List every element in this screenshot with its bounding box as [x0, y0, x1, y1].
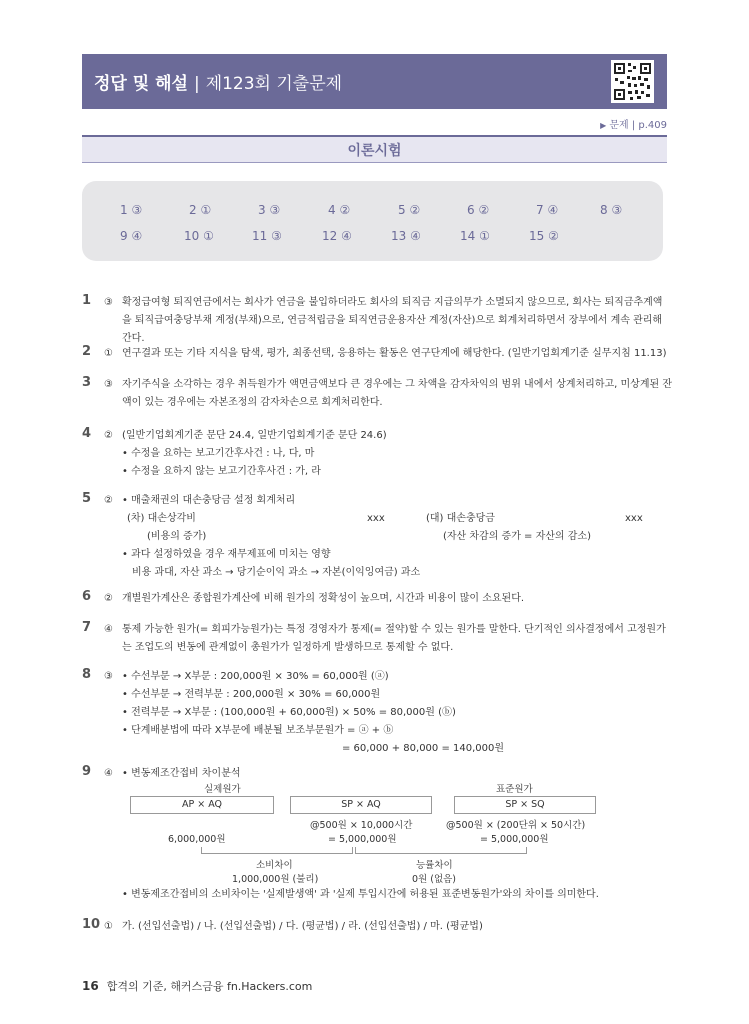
journal-entry: [122, 510, 672, 528]
answer-item: 4 ②: [328, 203, 351, 217]
answer-item: 14 ①: [460, 229, 490, 243]
question-2: [82, 345, 672, 363]
question-number: 6: [82, 589, 92, 604]
sp-aq-value: = 5,000,000원: [328, 834, 397, 845]
explanation-line: • 전력부문 → X부문 : (100,000원 + 60,000원) × 50% = 80,000원 (ⓑ): [122, 707, 456, 718]
question-number: 5: [82, 491, 92, 506]
variance-diagram: [82, 765, 672, 915]
sp-aq-formula: @500원 × 10,000시간: [310, 820, 413, 831]
question-10: [82, 918, 672, 936]
actual-cost-value: 6,000,000원: [168, 834, 226, 845]
explanation-line: • 수정을 요하지 않는 보고기간후사건 : 가, 라: [122, 466, 321, 477]
explanation-line: • 단계배분법에 따라 X부문에 배분될 보조부문원가 = ⓐ + ⓑ: [122, 725, 394, 736]
question-number: 3: [82, 375, 92, 390]
answer-item: 12 ④: [322, 229, 352, 243]
efficiency-variance-bracket: [355, 847, 527, 854]
formula-box-sp-sq: SP × SQ: [454, 796, 596, 814]
explanation-line: • 수정을 요하는 보고기간후사건 : 나, 다, 마: [122, 448, 315, 459]
sp-sq-formula: @500원 × (200단위 × 50시간): [446, 820, 586, 831]
efficiency-variance-value: 0원 (없음): [412, 874, 457, 885]
section-header: [82, 135, 667, 163]
page-reference[interactable]: [600, 116, 667, 131]
question-answer: ③: [104, 379, 113, 390]
debit-label: (차) 대손상각비: [127, 513, 196, 524]
explanation-line: 비용 과대, 자산 과소 → 당기순이익 과소 → 자본(이익잉여금) 과소: [132, 567, 421, 578]
diagram-note: • 변동제조간접비의 소비차이는 '실제발생액' 과 '실제 투입시간에 허용된 표준변동원가'와의 차이를 의미한다.: [122, 889, 599, 900]
question-answer: ②: [104, 495, 113, 506]
answer-item: 6 ②: [467, 203, 490, 217]
question-number: 2: [82, 344, 92, 359]
header-bar: [82, 54, 667, 109]
header-title: [94, 69, 342, 94]
answer-item: 15 ②: [529, 229, 559, 243]
question-4: [82, 427, 672, 481]
play-arrow-icon: ▶: [600, 121, 607, 130]
answer-item: 8 ③: [600, 203, 623, 217]
answer-key: [82, 181, 663, 261]
question-answer: ④: [104, 624, 113, 635]
sp-sq-value: = 5,000,000원: [480, 834, 549, 845]
question-5: [82, 492, 672, 582]
question-answer: ②: [104, 593, 113, 604]
journal-notes: [122, 528, 672, 546]
question-3: [82, 376, 672, 412]
question-answer: ③: [104, 297, 113, 308]
question-8: [82, 668, 672, 758]
question-number: 1: [82, 293, 92, 308]
header-title-sub: 제123회 기출문제: [205, 74, 343, 94]
answer-item: 5 ②: [398, 203, 421, 217]
answer-item: 13 ④: [391, 229, 421, 243]
answer-item: 11 ③: [252, 229, 282, 243]
answer-item: 3 ③: [258, 203, 281, 217]
question-answer: ③: [104, 671, 113, 682]
efficiency-variance-label: 능률차이: [416, 860, 453, 871]
question-number: 4: [82, 426, 92, 441]
standard-cost-label: 표준원가: [496, 784, 533, 795]
question-explanation: 확정급여형 퇴직연금에서는 회사가 연금을 불입하더라도 회사의 퇴직금 지급의무가 소멸되지 않으므로, 회사는 퇴직금추계액을 퇴직급여충당부채 계정(부채)으로, 연금적립금을 퇴직연금운용자산 계정(자산)으로 회계처리하면서 장부에서 계속 관리해 간다.: [122, 297, 663, 344]
question-explanation: 가. (선입선출법) / 나. (선입선출법) / 다. (평균법) / 라. (선입선출법) / 마. (평균법): [122, 921, 483, 932]
explanation-result: = 60,000 + 80,000 = 140,000원: [342, 743, 505, 754]
page-footer: [82, 978, 312, 994]
question-answer: ④: [104, 768, 113, 779]
credit-note: (자산 차감의 증가 = 자산의 감소): [443, 531, 591, 542]
question-number: 10: [82, 917, 101, 932]
question-number: 9: [82, 764, 92, 779]
debit-amount: xxx: [367, 513, 385, 524]
answer-item: 7 ④: [536, 203, 559, 217]
answer-item: 2 ①: [189, 203, 212, 217]
answer-item: 1 ③: [120, 203, 143, 217]
qr-code-icon[interactable]: [611, 60, 654, 103]
question-explanation: 연구결과 또는 기타 지식을 탐색, 평가, 최종선택, 응용하는 활동은 연구단계에 해당한다. (일반기업회계기준 실무지침 11.13): [122, 348, 667, 359]
question-explanation: 통제 가능한 원가(= 회피가능원가)는 특정 경영자가 통제(= 절약)할 수 있는 원가를 말한다. 단기적인 의사결정에서 고정원가는 조업도의 변동에 관계없이 총원가가 일정하게 발생하므로 통제할 수 없다.: [122, 624, 666, 653]
question-number: 7: [82, 620, 92, 635]
explanation-line: (일반기업회계기준 문단 24.4, 일반기업회계기준 문단 24.6): [122, 430, 387, 441]
question-answer: ①: [104, 348, 113, 359]
footer-text: 합격의 기준, 해커스금융 fn.Hackers.com: [106, 980, 313, 993]
question-explanation: [122, 492, 672, 582]
question-6: [82, 590, 672, 608]
explanation-line: • 매출채권의 대손충당금 설정 회계처리: [122, 495, 296, 506]
page-reference-text: 문제 | p.409: [609, 120, 667, 131]
header-separator: |: [193, 74, 200, 94]
question-1: [82, 293, 672, 344]
debit-note: (비용의 증가): [147, 531, 207, 542]
question-explanation: [122, 427, 672, 481]
answer-item: 10 ①: [184, 229, 214, 243]
formula-box-ap-aq: AP × AQ: [130, 796, 274, 814]
explanation-line: • 수선부문 → 전력부문 : 200,000원 × 30% = 60,000원: [122, 689, 381, 700]
page-number: 16: [82, 979, 99, 993]
section-title: 이론시험: [347, 143, 402, 159]
diagram-title: • 변동제조간접비 차이분석: [122, 768, 241, 779]
actual-cost-label: 실제원가: [204, 784, 241, 795]
header-title-main: 정답 및 해설: [94, 74, 188, 94]
formula-box-sp-aq: SP × AQ: [290, 796, 432, 814]
question-explanation: 개별원가계산은 종합원가계산에 비해 원가의 정확성이 높으며, 시간과 비용이 많이 소요된다.: [122, 593, 525, 604]
spending-variance-value: 1,000,000원 (불리): [232, 874, 319, 885]
credit-label: (대) 대손충당금: [426, 513, 495, 524]
explanation-line: • 수선부문 → X부문 : 200,000원 × 30% = 60,000원 (ⓐ): [122, 671, 389, 682]
credit-amount: xxx: [625, 513, 643, 524]
spending-variance-bracket: [201, 847, 353, 854]
explanation-line: • 과다 설정하였을 경우 재무제표에 미치는 영향: [122, 549, 331, 560]
answer-item: 9 ④: [120, 229, 143, 243]
question-9: [82, 765, 672, 915]
question-answer: ②: [104, 430, 113, 441]
question-explanation: 자기주식을 소각하는 경우 취득원가가 액면금액보다 큰 경우에는 그 차액을 감자차익의 범위 내에서 상계처리하고, 미상계된 잔액이 있는 경우에는 자본조정의 감자차손으로 회계처리한다.: [122, 379, 673, 408]
spending-variance-label: 소비차이: [256, 860, 293, 871]
question-explanation: [122, 668, 672, 758]
question-number: 8: [82, 667, 92, 682]
question-7: [82, 621, 672, 657]
question-answer: ①: [104, 921, 113, 932]
